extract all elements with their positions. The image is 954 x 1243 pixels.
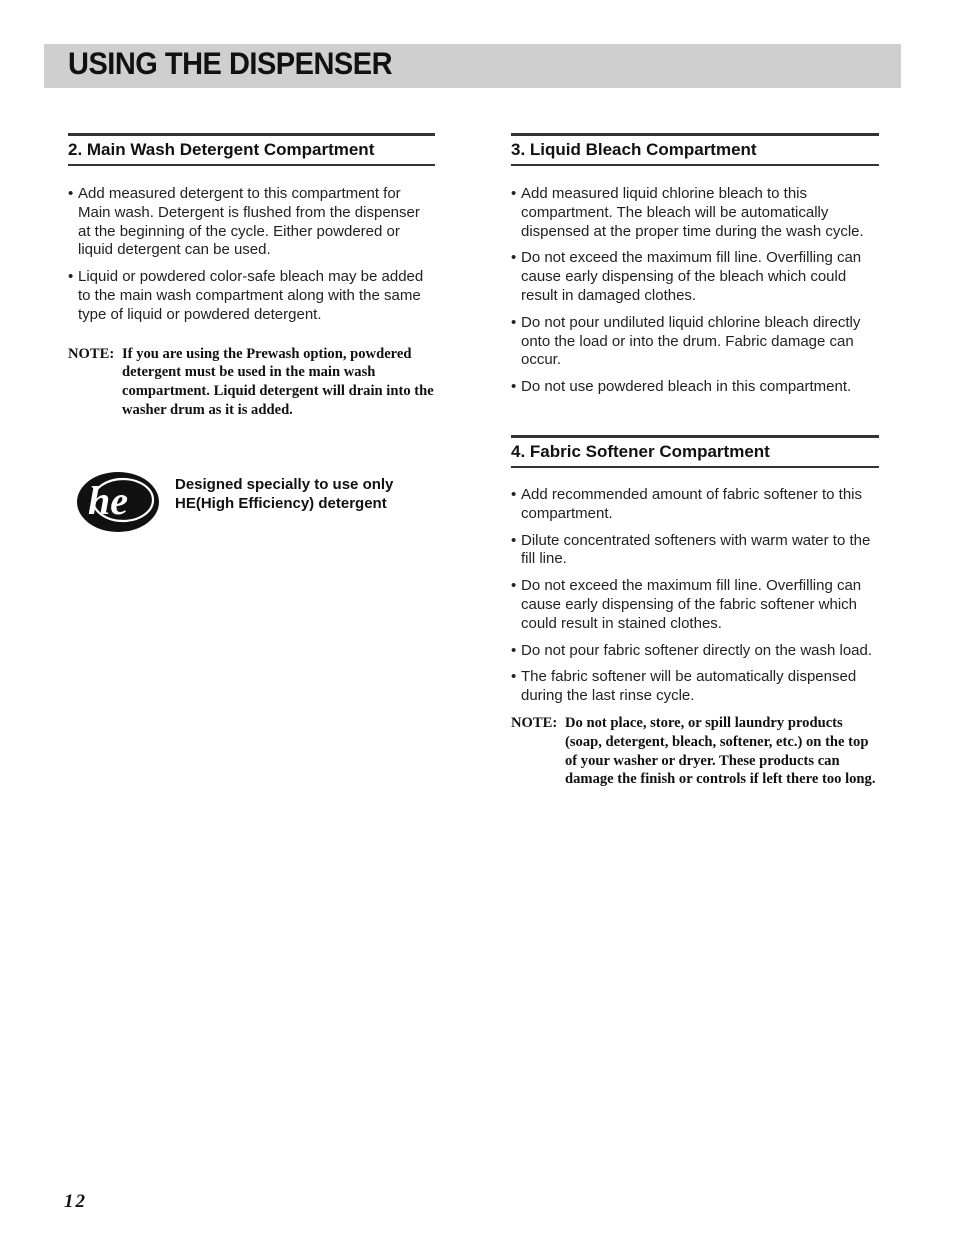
note-text: If you are using the Prewash option, powdered detergent must be used in the main wash compartment. Liquid detergent will drain into the washer drum as it is added. bbox=[122, 345, 434, 418]
main-wash-heading: 2. Main Wash Detergent Compartment bbox=[68, 140, 375, 159]
section-heading bbox=[511, 133, 879, 166]
he-caption-line-1: Designed specially to use only bbox=[175, 476, 394, 493]
page-title: USING THE DISPENSER bbox=[68, 47, 393, 82]
list-item: • Do not exceed the maximum fill line. Overfilling can cause early dispensing of the fabric softener which could result in stained clothes. bbox=[511, 577, 879, 633]
note-label: NOTE: bbox=[511, 714, 558, 731]
main-wash-note bbox=[68, 345, 435, 420]
list-item: • Do not exceed the maximum fill line. Overfilling can cause early dispensing of the bleach which could result in damaged clothes. bbox=[511, 249, 879, 305]
he-logo-text: he bbox=[88, 478, 128, 523]
note-label: NOTE: bbox=[68, 345, 115, 362]
bleach-heading: 3. Liquid Bleach Compartment bbox=[511, 140, 757, 159]
main-wash-list bbox=[68, 185, 435, 325]
softener-section bbox=[511, 435, 879, 789]
page-header-banner bbox=[44, 44, 901, 88]
he-caption-line-2: HE(High Efficiency) detergent bbox=[175, 495, 387, 512]
main-wash-section bbox=[68, 133, 435, 420]
list-item: • Add measured liquid chlorine bleach to this compartment. The bleach will be automatically dispensed at the proper time during the wash cycle. bbox=[511, 185, 879, 241]
list-item: • Do not pour undiluted liquid chlorine bleach directly onto the load or into the drum. Fabric damage can occur. bbox=[511, 314, 879, 370]
list-item: • Liquid or powdered color-safe bleach may be added to the main wash compartment along with the same type of liquid or powdered detergent. bbox=[68, 268, 435, 324]
page-number: 12 bbox=[64, 1191, 87, 1212]
list-item: • Add measured detergent to this compartment for Main wash. Detergent is flushed from the dispenser at the beginning of the cycle. Either powdered or liquid detergent can be used. bbox=[68, 185, 435, 260]
bleach-section bbox=[511, 133, 879, 397]
list-item: • The fabric softener will be automatically dispensed during the last rinse cycle. bbox=[511, 668, 879, 706]
list-item: • Do not pour fabric softener directly on the wash load. bbox=[511, 642, 879, 661]
he-logo-icon bbox=[76, 470, 160, 534]
softener-list bbox=[511, 486, 879, 706]
section-heading bbox=[511, 435, 879, 468]
note-text: Do not place, store, or spill laundry products (soap, detergent, bleach, softener, etc.) on the top of your washer or dryer. These products can damage the finish or controls if left there too long. bbox=[565, 714, 876, 788]
list-item: • Dilute concentrated softeners with warm water to the fill line. bbox=[511, 532, 879, 570]
softener-note bbox=[511, 714, 879, 789]
list-item: • Do not use powdered bleach in this compartment. bbox=[511, 378, 879, 397]
he-caption bbox=[175, 475, 435, 513]
right-column bbox=[511, 133, 879, 789]
he-detergent-callout bbox=[76, 470, 436, 536]
softener-heading: 4. Fabric Softener Compartment bbox=[511, 441, 770, 461]
list-item: • Add recommended amount of fabric softener to this compartment. bbox=[511, 486, 879, 524]
bleach-list bbox=[511, 185, 879, 397]
section-heading bbox=[68, 133, 435, 166]
